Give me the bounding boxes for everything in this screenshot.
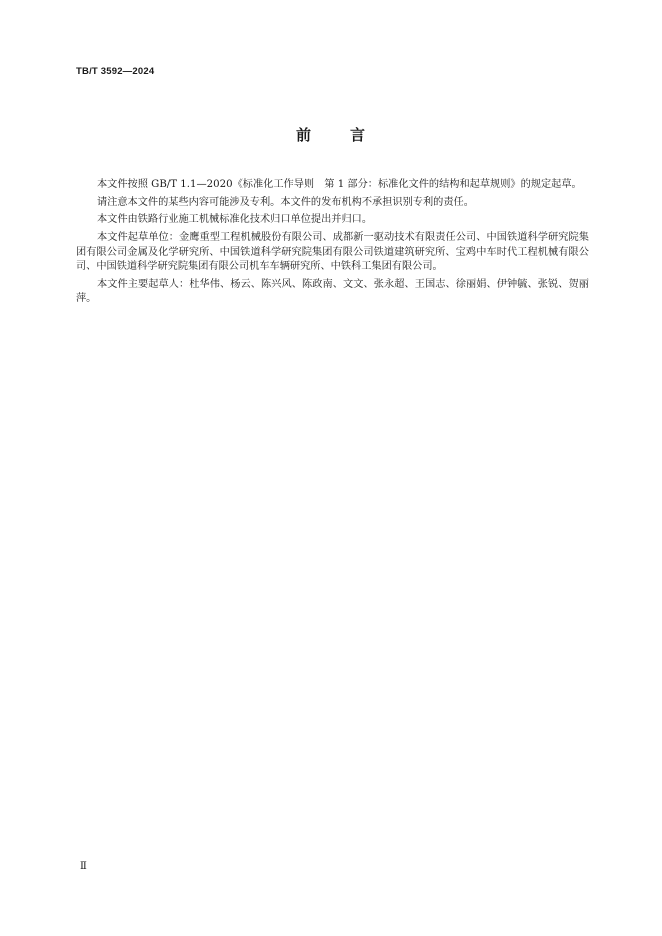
standard-code: TB/T 3592—2024 — [76, 66, 155, 77]
page-title — [0, 124, 662, 145]
page-number: Ⅱ — [80, 861, 87, 872]
title-char-1: 前 — [295, 126, 312, 144]
paragraph-patent-notice: 请注意本文件的某些内容可能涉及专利。本文件的发布机构不承担识别专利的责任。 — [97, 196, 474, 208]
paragraph-main-drafters: 本文件主要起草人：杜华伟、杨云、陈兴风、陈政南、文文、张永超、王国志、徐丽娟、伊钟毓、张锐、贺丽萍。 — [76, 278, 589, 305]
paragraph-drafting-rules: 本文件按照 GB/T 1.1—2020《标准化工作导则 第 1 部分：标准化文件的结构和起草规则》的规定起草。 — [97, 179, 582, 190]
paragraph-proposer: 本文件由铁路行业施工机械标准化技术归口单位提出并归口。 — [97, 214, 373, 226]
paragraph-drafting-organizations: 本文件起草单位：金鹰重型工程机械股份有限公司、成都新一驱动技术有限责任公司、中国铁道科学研究院集团有限公司金属及化学研究所、中国铁道科学研究院集团有限公司铁道建筑研究所、宝鸡中车时代工程机械有限公司、中国铁道科学研究院集团有限公司机车车辆研究所、中铁科工集团有限公司。 — [76, 232, 589, 273]
title-char-2: 言 — [350, 126, 367, 144]
foreword-body — [76, 178, 589, 310]
